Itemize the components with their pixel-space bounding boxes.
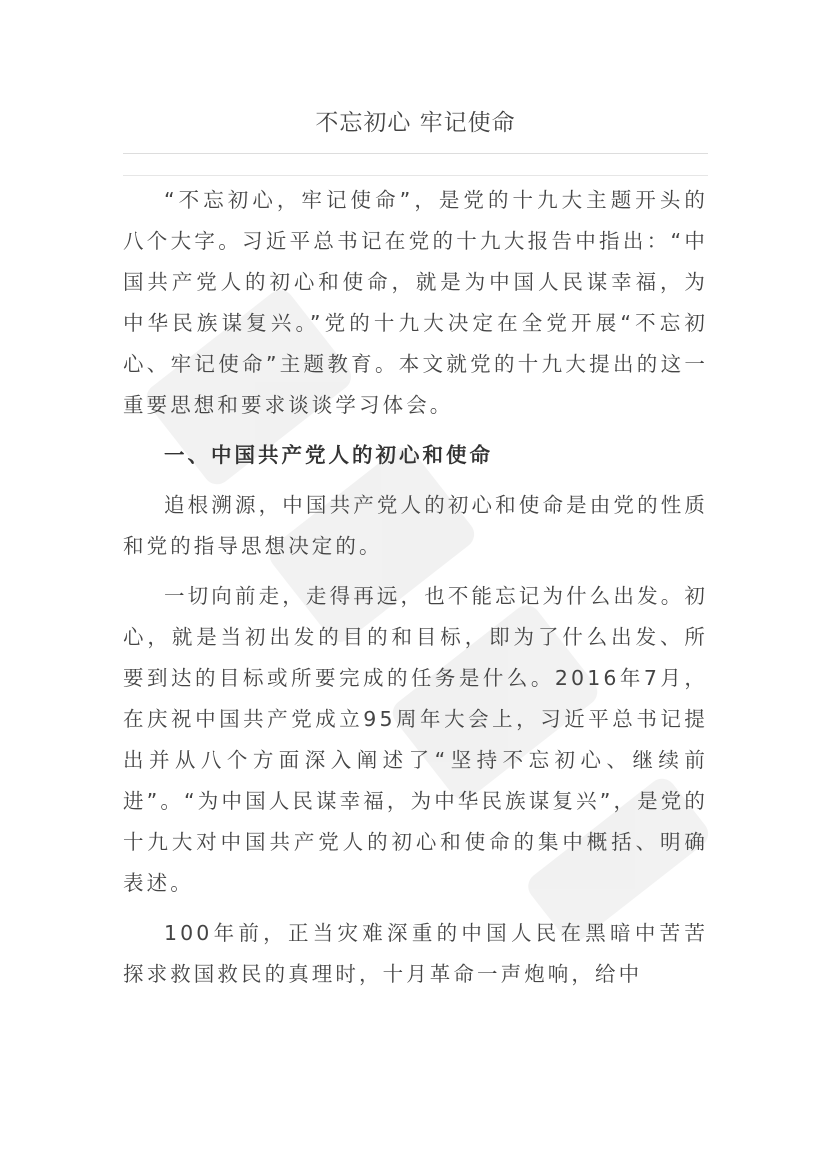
document-title: 不忘初心 牢记使命 [315, 110, 516, 136]
paragraph-origin: 追根溯源，中国共产党人的初心和使命是由党的性质和党的指导思想决定的。 [123, 493, 708, 558]
paragraph-intro: “不忘初心，牢记使命”，是党的十九大主题开头的八个大字。习近平总书记在党的十九大报告中指出：“中国共产党人的初心和使命，就是为中国人民谋幸福，为中华民族谋复兴。”党的十九大决定在全党开展“不忘初心、牢记使命”主题教育。本文就党的十九大提出的这一重要思想和要求谈谈学习体会。 [123, 188, 708, 417]
section-heading: 一、中国共产党人的初心和使命 [164, 443, 493, 467]
paragraph-history: 100年前，正当灾难深重的中国人民在黑暗中苦苦探求救国救民的真理时，十月革命一声炮响，给中 [123, 921, 708, 986]
document-body [123, 180, 708, 1004]
title-divider-secondary [123, 175, 708, 176]
paragraph-initial-heart: 一切向前走，走得再远，也不能忘记为什么出发。初心，就是当初出发的目的和目标，即为了什么出发、所要到达的目标或所要完成的任务是什么。2016年7月，在庆祝中国共产党成立95周年大会上，习近平总书记提出并从八个方面深入阐述了“坚持不忘初心、继续前进”。“为中国人民谋幸福，为中华民族谋复兴”，是党的十九大对中国共产党人的初心和使命的集中概括、明确表述。 [123, 584, 708, 895]
title-divider [123, 153, 708, 154]
